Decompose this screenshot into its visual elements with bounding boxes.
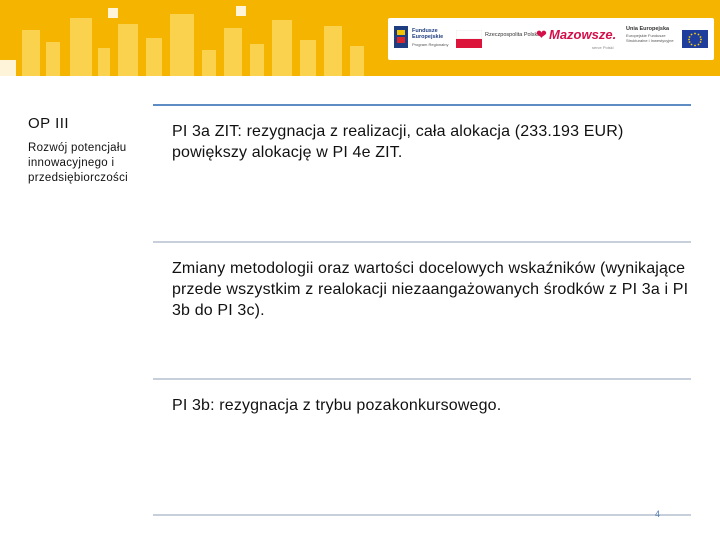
fe-emblem-icon bbox=[394, 24, 410, 52]
decor-block bbox=[70, 18, 92, 76]
rp-logo-text: Rzeczpospolita Polska bbox=[485, 32, 541, 38]
ue-logo-sub: Europejskie Fundusze Strukturalne i Inwestycyjne bbox=[626, 33, 674, 43]
content-item-3: PI 3b: rezygnacja z trybu pozakonkursowego. bbox=[172, 397, 502, 414]
decor-block bbox=[108, 8, 118, 18]
op-description: Rozwój potencjału innowacyjnego i przedsiębiorczości bbox=[28, 142, 128, 184]
decor-block bbox=[22, 30, 40, 76]
decor-block bbox=[324, 26, 342, 76]
op-title: OP III bbox=[28, 115, 70, 132]
polish-flag-icon bbox=[456, 30, 482, 48]
decor-block bbox=[170, 14, 194, 76]
content-item-1: PI 3a ZIT: rezygnacja z realizacji, cała alokacja (233.193 EUR) powiększy alokację w PI 4e ZIT. bbox=[172, 123, 624, 161]
separator-line bbox=[153, 241, 691, 243]
eu-flag-icon bbox=[682, 30, 708, 48]
decor-block bbox=[202, 50, 216, 76]
separator-line bbox=[153, 378, 691, 380]
decor-block bbox=[146, 38, 162, 76]
logo-fundusze-europejskie bbox=[394, 24, 456, 54]
decor-block bbox=[98, 48, 110, 76]
ue-logo-text: Unia Europejska bbox=[626, 26, 670, 32]
mazowsze-logo-text: Mazowsze. bbox=[549, 27, 617, 42]
logo-mazowsze bbox=[536, 24, 624, 54]
decor-block bbox=[250, 44, 264, 76]
logo-strip bbox=[388, 18, 714, 60]
separator-line bbox=[153, 514, 691, 516]
header-band bbox=[0, 0, 720, 76]
logo-unia-europejska bbox=[626, 24, 710, 54]
decor-block bbox=[46, 42, 60, 76]
decor-block bbox=[118, 24, 138, 76]
decor-block bbox=[272, 20, 292, 76]
mazowsze-logo-sub: serce Polski bbox=[592, 45, 614, 50]
fe-logo-sub: Program Regionalny bbox=[412, 42, 449, 47]
fe-logo-text: Fundusze Europejskie bbox=[412, 28, 444, 40]
decor-block bbox=[300, 40, 316, 76]
decor-block bbox=[224, 28, 242, 76]
mazowsze-heart-icon: ❤ bbox=[536, 27, 547, 42]
top-accent-line bbox=[153, 104, 691, 106]
content-item-2: Zmiany metodologii oraz wartości docelowych wskaźników (wynikające przede wszystkim z realokacji niezaangażowanych środków z PI 3a i PI 3b do PI 3c). bbox=[172, 260, 689, 319]
decor-block bbox=[350, 46, 364, 76]
decor-block bbox=[236, 6, 246, 16]
decor-block bbox=[0, 60, 16, 76]
logo-rzeczpospolita-polska bbox=[456, 24, 542, 54]
page-number: 4 bbox=[655, 509, 661, 519]
